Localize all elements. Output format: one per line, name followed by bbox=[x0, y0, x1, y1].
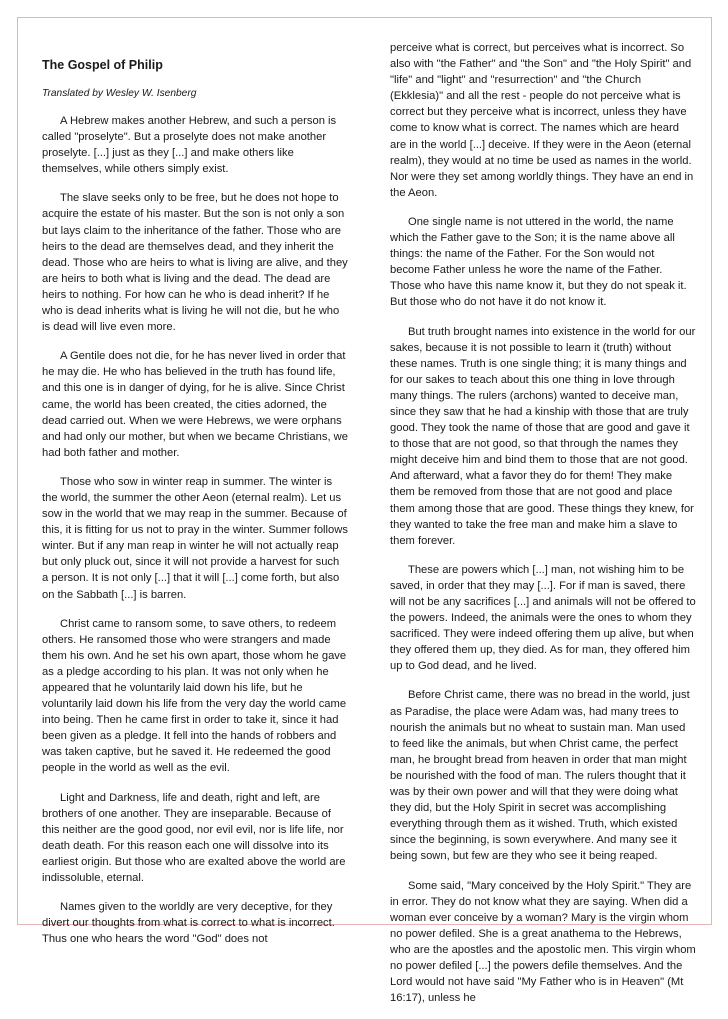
paragraph: A Hebrew makes another Hebrew, and such a person is called "proselyte". But a proselyte does not make another proselyte. [...] just as they [...] and make others like themselves, while others simply exist. bbox=[42, 115, 337, 176]
right-column bbox=[390, 40, 696, 1019]
paragraph: Light and Darkness, life and death, right and left, are brothers of one another. They are inseparable. Because of this neither are the good good, nor evil evil, nor is life life, nor death death. For this reason each one will dissolve into its earliest origin. But those who are exalted above the world are indissoluble, eternal. bbox=[42, 791, 346, 885]
paragraph: Those who sow in winter reap in summer. The winter is the world, the summer the other Aeon (eternal realm). Let us sow in the world that we may reap in the summer. Because of this, it is fitting for us not to pray in the winter. Summer follows winter. But if any man reap in winter he will not actually reap but only pluck out, since it will not provide a harvest for such a person. It is not only [...] that it will [...] come forth, but also on the Sabbath [...] is barren. bbox=[42, 475, 348, 601]
paragraph: Some said, "Mary conceived by the Holy Spirit." They are in error. They do not know what they are saying. When did a woman ever conceive by a woman? Mary is the virgin whom no power defiled. She is a great anathema to the Hebrews, who are the apostles and the apostolic men. This virgin whom no power defiled [...] the powers defile themselves. And the Lord would not have said "My Father who is in Heaven" (Mt 16:17), unless he bbox=[390, 879, 696, 1005]
translator-credit: Translated by Wesley W. Isenberg bbox=[42, 88, 197, 99]
paragraph: A Gentile does not die, for he has never lived in order that he may die. He who has believed in the truth has found life, and this one is in danger of dying, for he is alive. Since Christ came, the world has been created, the cities adorned, the dead carried out. When we were Hebrews, we were orphans and had only our mother, but when we became Christians, we had both father and mother. bbox=[42, 350, 348, 459]
paragraph: These are powers which [...] man, not wishing him to be saved, in order that they may [...]. For if man is saved, there will not be any sacrifices [...] and animals will not be offered to the powers. Indeed, the animals were the ones to whom they sacrificed. They were indeed offering them up alive, but when they offered them up, they died. As for man, they offered him up to God dead, and he lived. bbox=[390, 563, 696, 673]
left-column bbox=[42, 56, 348, 960]
paragraph: But truth brought names into existence in the world for our sakes, because it is not possible to learn it (truth) without these names. Truth is one single thing; it is many things and for our sakes to teach about this one thing in love through many things. The rulers (archons) wanted to deceive man, since they saw that he had a kinship with those that are truly good. They took the name of those that are good and gave it to those that are not good, so that through the names they might deceive him and bind them to those that are not good. And afterward, what a favor they do for them! They make them be removed from those that are not good and place them among those that are good. These things they knew, for they wanted to take the free man and make him a slave to them forever. bbox=[390, 325, 696, 547]
paragraph: The slave seeks only to be free, but he does not hope to acquire the estate of his master. But the son is not only a son but lays claim to the inheritance of the father. Those who are heirs to the dead are themselves dead, and they inherit the dead. Those who are heirs to what is living are alive, and they are heirs to both what is living and the dead. The dead are heirs to nothing. For how can he who is dead inherit? If he who is dead inherits what is living he will not die, but he who is dead will live even more. bbox=[42, 192, 348, 334]
paragraph: One single name is not uttered in the world, the name which the Father gave to the Son; it is the name above all things: the name of the Father. For the Son would not become Father unless he wore the name of the Father. Those who have this name know it, but they do not speak it. But those who do not have it do not know it. bbox=[390, 215, 687, 309]
document-title: The Gospel of Philip bbox=[42, 58, 163, 72]
paragraph: Before Christ came, there was no bread in the world, just as Paradise, the place were Adam was, had many trees to nourish the animals but no wheat to sustain man. Man used to feed like the animals, but when Christ came, the perfect man, he brought bread from heaven in order that man might be nourished with the food of man. The rulers thought that it was by their own power and will that they were doing what they did, but the Holy Spirit in secret was accomplishing everything through them as it wished. Truth, which existed since the beginning, is sown everywhere. And many see it being sown, but few are they who see it being reaped. bbox=[390, 689, 690, 863]
paragraph: Christ came to ransom some, to save others, to redeem others. He ransomed those who were strangers and made them his own. And he set his own apart, those whom he gave as a pledge according to his plan. It was not only when he appeared that he voluntarily laid down his life, but he voluntarily laid down his life from the very day the world came into being. Then he came first in order to take it, since it had been given as a pledge. It fell into the hands of robbers and was taken captive, but he saved it. He redeemed the good people in the world as well as the evil. bbox=[42, 617, 347, 775]
paragraph: Names given to the worldly are very deceptive, for they divert our thoughts from what is correct to what is incorrect. Thus one who hears the word "God" does not bbox=[42, 901, 335, 946]
paragraph-continuation: perceive what is correct, but perceives what is incorrect. So also with "the Father" and "the Son" and "the Holy Spirit" and "life" and "light" and "resurrection" and "the Church (Ekklesia)" and all the rest - people do not perceive what is correct but they perceive what is incorrect, unless they have come to know what is correct. The names which are heard are in the world [...] deceive. If they were in the Aeon (eternal realm), they would at no time be used as names in the world. Nor were they set among worldly things. They have an end in the Aeon. bbox=[390, 42, 694, 199]
